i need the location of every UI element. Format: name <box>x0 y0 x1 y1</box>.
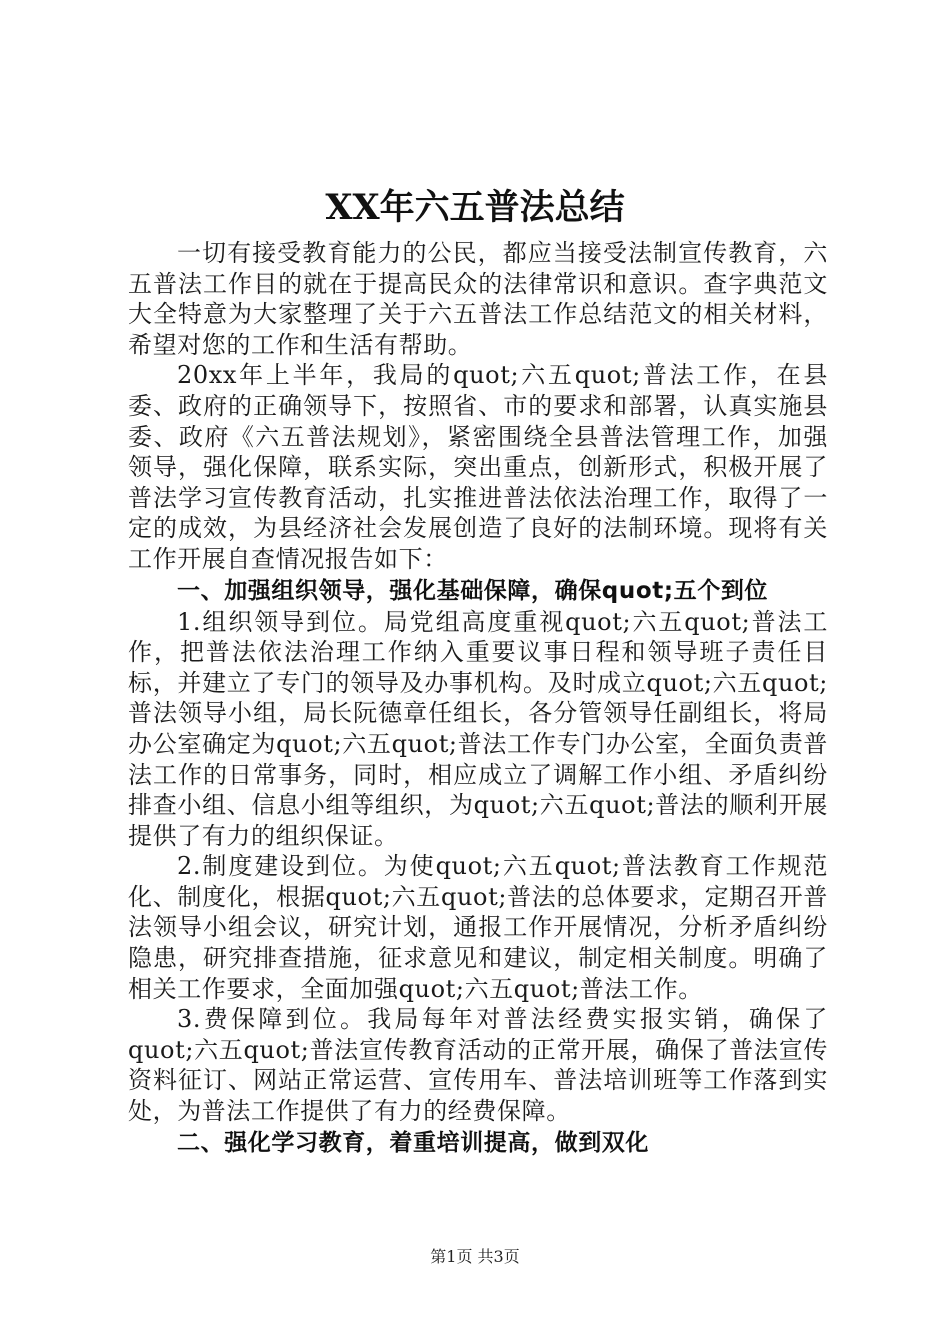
section-heading-2: 二、强化学习教育，着重培训提高，做到双化 <box>177 1129 649 1156</box>
intro-paragraph: 一切有接受教育能力的公民，都应当接受法制宣传教育，六五普法工作目的就在于提高民众的法律常识和意识。查字典范文大全特意为大家整理了关于六五普法工作总结范文的相关材料，希望对您的工作和生活有帮助。 <box>128 239 828 359</box>
document-body <box>128 238 828 1159</box>
document-title: XX年六五普法总结 <box>325 187 625 228</box>
item-system: 2.制度建设到位。为使quot;六五quot;普法教育工作规范化、制度化，根据quot;六五quot;普法的总体要求，定期召开普法领导小组会议，研究计划，通报工作开展情况，分析矛盾纠纷隐患，研究排查措施，征求意见和建议，制定相关制度。明确了相关工作要求，全面加强quot;六五quot;普法工作。 <box>128 852 828 1003</box>
page-number-footer: 第1页 共3页 <box>430 1247 520 1266</box>
item-funding: 3.费保障到位。我局每年对普法经费实报实销，确保了quot;六五quot;普法宣传教育活动的正常开展，确保了普法宣传资料征订、网站正常运营、宣传用车、普法培训班等工作落到实处，为普法工作提供了有力的经费保障。 <box>128 1005 828 1126</box>
section-heading-1: 一、加强组织领导，强化基础保障，确保quot;五个到位 <box>177 577 769 604</box>
item-organization: 1.组织领导到位。局党组高度重视quot;六五quot;普法工作，把普法依法治理工作纳入重要议事日程和领导班子责任目标，并建立了专门的领导及办事机构。及时成立quot;六五quot;普法领导小组，局长阮德章任组长，各分管领导任副组长，将局办公室确定为quot;六五quot;普法工作专门办公室，全面负责普法工作的日常事务，同时，相应成立了调解工作小组、矛盾纠纷排查小组、信息小组等组织，为quot;六五quot;普法的顺利开展提供了有力的组织保证。 <box>128 607 828 850</box>
summary-paragraph: 20xx年上半年，我局的quot;六五quot;普法工作，在县委、政府的正确领导下，按照省、市的要求和部署，认真实施县委、政府《六五普法规划》，紧密围绕全县普法管理工作，加强领导，强化保障，联系实际，突出重点，创新形式，积极开展了普法学习宣传教育活动，扎实推进普法依法治理工作，取得了一定的成效，为县经济社会发展创造了良好的法制环境。现将有关工作开展自查情况报告如下： <box>128 361 828 573</box>
